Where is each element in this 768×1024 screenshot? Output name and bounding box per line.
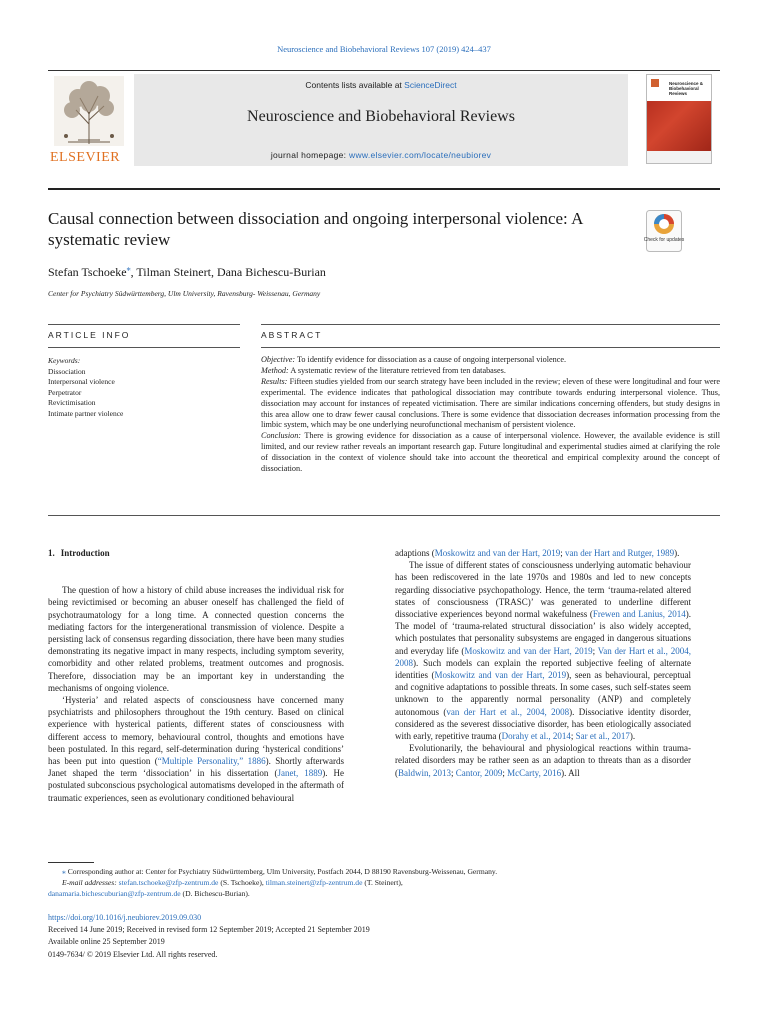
citation-link[interactable]: Dorahy et al., 2014 <box>501 731 571 742</box>
citation-link[interactable]: Moskowitz and van der Hart, 2019 <box>464 645 593 656</box>
affiliation: Center for Psychiatry Südwürttemberg, Ulm University, Ravensburg- Weissenau, Germany <box>48 289 321 298</box>
body-text: adaptions ( <box>395 548 435 558</box>
article-info-heading: ARTICLE INFO <box>48 330 131 340</box>
abstract-objective <box>261 355 720 366</box>
cover-footer <box>647 151 711 163</box>
body-text: The issue of different states of consciousness underlying automatic behaviour has been rediscovered in the late 1970s and 1980s and led to new concepts regarding dissociative psychopathology. Hence, the term ‘trauma-related altered states of consciousness (TRASC)’ was generated to underline different dissociative experiences beyond normal wakefulness ( <box>395 560 691 620</box>
author-list <box>48 264 326 280</box>
body-left-column <box>48 547 344 804</box>
citation-link[interactable]: van der Hart and Rutger, 1989 <box>565 548 675 558</box>
masthead-rule <box>48 188 720 190</box>
citation-link[interactable]: Baldwin, 2013 <box>398 767 451 778</box>
method-label: Method: <box>261 365 289 375</box>
doi-link[interactable]: https://doi.org/10.1016/j.neubiorev.2019.09.030 <box>48 913 202 922</box>
footnote-mark: ⁎ <box>62 867 66 876</box>
results-label: Results: <box>261 376 288 386</box>
abstract-method <box>261 366 720 377</box>
citation-link[interactable]: Moskowitz and van der Hart, 2019 <box>434 548 561 558</box>
citation-link[interactable]: “Multiple Personality,” 1886 <box>157 756 266 767</box>
citation-link[interactable]: Janet, 1889 <box>277 768 323 779</box>
abstract-heading: ABSTRACT <box>261 330 323 340</box>
email-owner: (S. Tschoeke), <box>218 878 266 888</box>
body-text: ). Shortly afterwards Janet shaped the term ‘dissociation’ in his dissertation ( <box>48 756 345 779</box>
keyword-item: Revictimisation <box>48 398 96 407</box>
body-text: ). Such models can explain the reported subjective feeling of alternate identities ( <box>395 657 691 681</box>
objective-label: Objective: <box>261 355 296 364</box>
abstract-text <box>261 355 720 475</box>
header-rule <box>48 70 720 71</box>
journal-citation-link[interactable]: Neuroscience and Biobehavioral Reviews 107 (2019) 424–437 <box>277 44 491 54</box>
check-for-updates-icon[interactable] <box>643 210 685 252</box>
citation-link[interactable]: van der Hart et al., 2004, 2008 <box>446 706 570 717</box>
cover-logo-icon <box>651 79 659 87</box>
received-dates: Received 14 June 2019; Received in revised form 12 September 2019; Accepted 21 September 2019 <box>48 925 370 935</box>
results-text: Fifteen studies yielded from our search strategy have been included in the review; eleven of these were longitudinal and four were experimental. The evidence indicates that pathological dissociation may contribute towards enduring interpersonal violence. Thus, dissociation may account for instances of repeated victimisation. There are similar indications concerning offenders, but study designs in this area allow one to draw fewer causal conclusions. There is some evidence that dissociation decreases information processing from the limbic system, which may be one underlying neurofunctional mechanism of persistent violence. <box>261 376 720 430</box>
email-owner: (T. Steinert), <box>362 878 403 888</box>
conclusion-text: There is growing evidence for dissociation as a cause of interpersonal violence. However, the available evidence is still limited, and our review rather reveals an important research gap. Future longitudinal and experimental studies aimed at clarifying the role of dissociation in the context of violence should take into account the theoretical and empirical complexity around the concept of dissociation. <box>261 431 720 474</box>
objective-text: To identify evidence for dissociation as a cause of ongoing interpersonal violence. <box>295 355 567 364</box>
homepage-link[interactable]: www.elsevier.com/locate/neubiorev <box>349 150 492 160</box>
cover-journal-name: Neuroscience & Biobehavioral Reviews <box>669 81 704 96</box>
body-text: ‘Hysteria’ and related aspects of consciousness have concerned many psychiatrists and philosophers throughout the 19th century. Based on clinical experience with hysterical patients, different states of consciousness with different access to memory, behavioural control, thoughts and emotions have been postulated. In this regard, self-determination during ‘hysterical conditions’ has been put into question ( <box>48 695 344 767</box>
abstract-subrule <box>261 347 720 348</box>
citation-link[interactable]: Cantor, 2009 <box>455 767 503 778</box>
citation-link[interactable]: Frewen and Lanius, 2014 <box>592 609 686 620</box>
email-footnote-continued <box>48 888 720 899</box>
body-text: ; <box>451 767 456 778</box>
homepage-line <box>134 150 628 160</box>
check-for-updates-label: Check for updates <box>643 237 685 243</box>
abstract-rule <box>261 324 720 325</box>
keyword-item: Interpersonal violence <box>48 377 115 386</box>
journal-masthead <box>48 74 720 170</box>
body-text: ; <box>570 731 576 742</box>
body-paragraph <box>395 742 691 779</box>
author-name: Stefan Tschoeke <box>48 265 127 279</box>
corresponding-author-mark[interactable]: ⁎ <box>126 264 131 273</box>
section-heading-introduction <box>48 547 344 559</box>
body-text: ). Dissociative identity disorder, considered as the severest dissociative disorder, has been etiologically associated with early, repetitive trauma ( <box>395 706 692 742</box>
publisher-wordmark: ELSEVIER <box>50 150 121 165</box>
footnote-text: Corresponding author at: Center for Psychiatry Südwürttemberg, Ulm University, Postfach 2044, D 88190 Ravensburg-Weissenau, Germany. <box>65 867 498 876</box>
journal-cover-thumbnail <box>646 74 712 164</box>
keyword-item: Dissociation <box>48 366 86 376</box>
article-info-rule <box>48 324 240 325</box>
journal-title: Neuroscience and Biobehavioral Reviews <box>247 108 515 125</box>
journal-banner <box>134 74 628 166</box>
author-names: , Tilman Steinert, Dana Bichescu-Burian <box>130 265 326 279</box>
email-link[interactable]: tilman.steinert@zfp-zentrum.de <box>265 878 363 888</box>
footnotes <box>48 866 720 900</box>
body-text: ). <box>629 731 636 742</box>
body-right-column <box>395 547 691 779</box>
email-owner: (D. Bichescu-Burian). <box>180 889 250 899</box>
keywords-block <box>48 356 238 419</box>
body-paragraph <box>48 694 344 804</box>
body-text: ; <box>592 645 598 656</box>
method-text: A systematic review of the literature retrieved from ten databases. <box>288 365 506 375</box>
conclusion-label: Conclusion: <box>261 431 302 441</box>
copyright-notice: 0149-7634/ © 2019 Elsevier Ltd. All rights reserved. <box>48 949 218 959</box>
citation-link[interactable]: Sar et al., 2017 <box>575 731 630 742</box>
body-paragraph: The question of how a history of child abuse increases the individual risk for being revictimised or becoming an abuser oneself has challenged the field of psychotraumatology for a long time. A connected question concerns the mediating factors for the intergenerational transmission of violence. Despite a persisting lack of consensus regarding dissociation, there have been many studies demonstrating its negative impact in many respects, including symptom severity, comorbidity and other related problems, treatment outcomes and prognosis. Therefore, dissociation may be an important key in understanding the mechanisms of ongoing violence. <box>48 585 344 693</box>
email-footnote <box>48 877 720 888</box>
cover-artwork <box>647 101 711 151</box>
email-label: E-mail addresses: <box>62 878 117 888</box>
body-text: ). He postulated subconscious psychological automatisms developed in the aftermath of traumatic experiences, seen as evolutionary conditioned behavioural <box>48 768 344 803</box>
body-top-rule <box>48 515 720 516</box>
citation-link[interactable]: Van der Hart et al., 2004, 2008 <box>395 645 691 668</box>
citation-link[interactable]: McCarty, 2016 <box>507 767 562 778</box>
email-link[interactable]: danamaria.bichescuburian@zfp-zentrum.de <box>48 889 181 899</box>
body-text: ). The model of ‘trauma-related structural dissociation’ is also widely accepted, which postulates that personality subsystems are engaged in dangerous situations and everyday life ( <box>395 609 691 656</box>
footnote-rule <box>48 862 94 863</box>
body-text: ). <box>674 548 680 558</box>
keyword-item: Perpetrator <box>48 387 82 397</box>
section-title: Introduction <box>60 548 110 558</box>
homepage-prefix: journal homepage: <box>270 150 349 160</box>
body-text: ; <box>502 767 508 778</box>
section-number: 1. <box>48 548 55 558</box>
body-text: ). All <box>561 767 580 778</box>
abstract-results <box>261 377 720 432</box>
keywords-label: Keywords: <box>48 356 81 365</box>
email-link[interactable]: stefan.tschoeke@zfp-zentrum.de <box>118 878 219 888</box>
article-info-subrule <box>48 347 240 348</box>
article-title: Causal connection between dissociation and ongoing interpersonal violence: A systematic review <box>48 209 583 249</box>
publication-info <box>48 912 720 961</box>
body-paragraph <box>395 559 691 742</box>
body-text: ), seen as behavioural, perceptual and cognitive adaptations to possible threats. In some cases, such self-states seem unknown to the apparently normal personality (ANP) and completely autonomous ( <box>395 670 691 717</box>
sciencedirect-link[interactable]: ScienceDirect <box>404 80 457 90</box>
body-text: ; <box>560 548 565 558</box>
contents-prefix: Contents lists available at <box>305 80 405 90</box>
keyword-item: Intimate partner violence <box>48 408 124 418</box>
abstract-conclusion <box>261 431 720 475</box>
online-date: Available online 25 September 2019 <box>48 937 165 947</box>
citation-link[interactable]: Moskowitz and van der Hart, 2019 <box>434 670 567 681</box>
body-paragraph <box>395 547 691 559</box>
contents-line <box>134 80 628 90</box>
body-text: Evolutionarily, the behavioural and physiological reactions within trauma-related disorders may be rather seen as an adaption to threats than as a disorder ( <box>395 743 691 778</box>
corresponding-footnote <box>48 866 720 877</box>
